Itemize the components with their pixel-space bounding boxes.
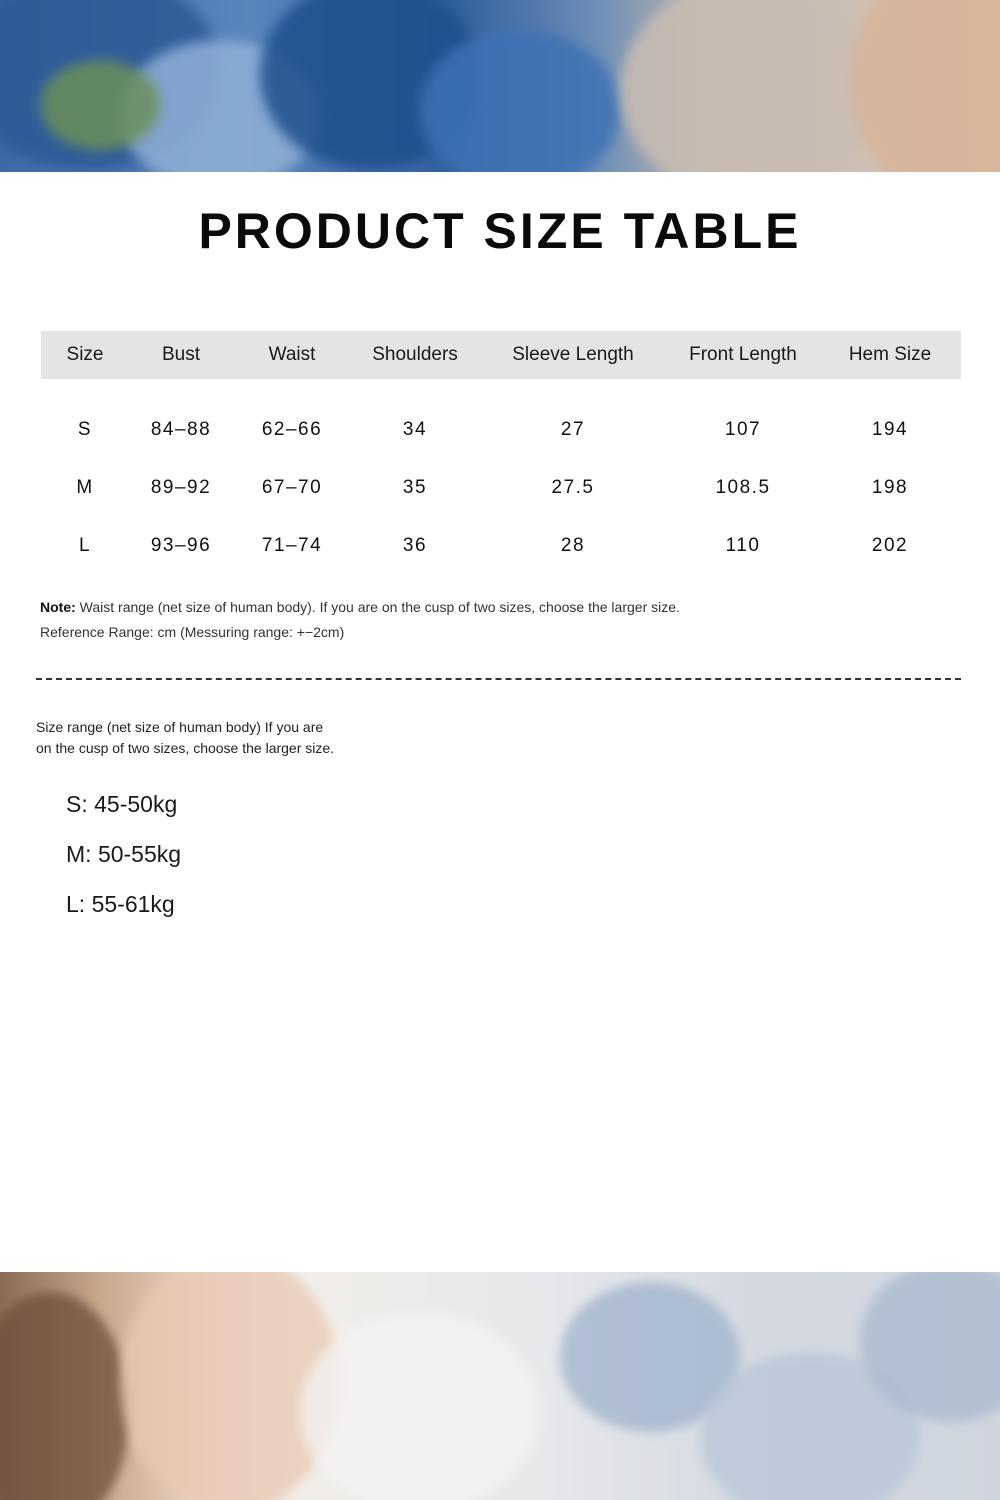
note-line — [40, 595, 680, 620]
cell-sleeve-length: 27.5 — [551, 477, 595, 498]
table-header-row — [41, 331, 961, 379]
weight-item-m: M: 50-55kg — [66, 841, 182, 867]
cell-hem-size: 194 — [871, 419, 909, 440]
cell-hem-size: 202 — [871, 535, 909, 556]
weight-item-l: L: 55-61kg — [66, 891, 175, 917]
header-hem-size: Hem Size — [819, 331, 961, 379]
header-sleeve-length: Sleeve Length — [479, 331, 667, 379]
cell-sleeve-length: 28 — [560, 535, 586, 556]
cell-bust: 93–96 — [150, 535, 212, 556]
cell-shoulders: 34 — [402, 419, 428, 440]
cell-size: M — [76, 477, 94, 498]
size-chart-card — [0, 172, 1000, 1272]
cell-bust: 84–88 — [150, 419, 212, 440]
size-range-description — [36, 717, 376, 759]
bottom-photo-skirt — [0, 1272, 1000, 1500]
size-range-line: on the cusp of two sizes, choose the larger size. — [36, 740, 335, 756]
cell-size: L — [78, 535, 92, 556]
top-photo-flowers — [0, 0, 1000, 172]
cell-sleeve-length: 27 — [560, 419, 586, 440]
note-text: Waist range (net size of human body). If you are on the cusp of two sizes, choose the larger size. — [79, 599, 680, 615]
reference-range: Reference Range: cm (Messuring range: +−2cm) — [40, 624, 345, 640]
cell-front-length: 110 — [725, 535, 761, 556]
page-title: PRODUCT SIZE TABLE — [198, 203, 802, 259]
cell-shoulders: 36 — [402, 535, 428, 556]
cell-front-length: 107 — [724, 419, 762, 440]
cell-waist: 67–70 — [261, 477, 323, 498]
size-table — [41, 331, 961, 575]
cell-shoulders: 35 — [402, 477, 428, 498]
cell-bust: 89–92 — [150, 477, 212, 498]
header-bust: Bust — [129, 331, 233, 379]
weight-item-s: S: 45-50kg — [66, 791, 178, 817]
weight-list — [66, 787, 181, 937]
header-front-length: Front Length — [667, 331, 819, 379]
table-row — [41, 459, 961, 517]
cell-hem-size: 198 — [871, 477, 909, 498]
dashed-divider — [36, 678, 961, 680]
cell-size: S — [77, 419, 93, 440]
table-row — [41, 517, 961, 575]
cell-waist: 62–66 — [261, 419, 323, 440]
cell-front-length: 108.5 — [715, 477, 771, 498]
size-range-line: Size range (net size of human body) If you are — [36, 719, 324, 735]
size-note — [40, 595, 680, 645]
header-size: Size — [41, 331, 129, 379]
note-label: Note: — [40, 599, 76, 615]
table-row — [41, 379, 961, 459]
header-shoulders: Shoulders — [351, 331, 479, 379]
header-waist: Waist — [233, 331, 351, 379]
cell-waist: 71–74 — [261, 535, 323, 556]
